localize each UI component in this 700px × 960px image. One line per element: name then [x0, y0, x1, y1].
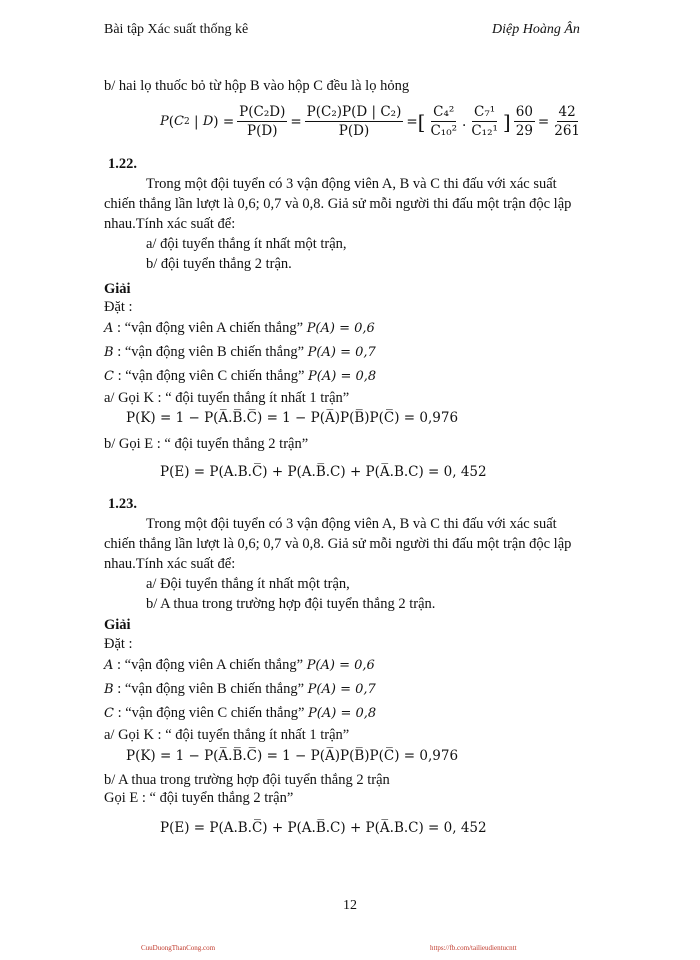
- part-b-define: Gọi E : “ đội tuyển thắng 2 trận”: [104, 790, 294, 806]
- part-b-text: b/ hai lọ thuốc bỏ từ hộp B vào hộp C đều là lọ hỏng: [104, 78, 410, 94]
- event-b: B : “vận động viên B chiến thắng” P(A) = 0,7: [104, 681, 376, 697]
- part-b-label: b/ A thua trong trường hợp đội tuyển thắng 2 trận: [104, 772, 390, 788]
- question-a: a/ Đội tuyển thắng ít nhất một trận,: [146, 576, 350, 592]
- part-a-label: a/ Gọi K : “ đội tuyển thắng ít nhất 1 trận”: [104, 390, 350, 406]
- problem-number: 1.22.: [108, 156, 137, 172]
- formula-a: P(K) = 1 − P(A̅.B̅.C̅) = 1 − P(A̅)P(B̅)P(C̅) = 0,976: [126, 748, 459, 764]
- question-a: a/ đội tuyển thắng ít nhất một trận,: [146, 236, 347, 252]
- question-b: b/ đội tuyển thắng 2 trận.: [146, 256, 292, 272]
- statement-line: Trong một đội tuyển có 3 vận động viên A, B và C thi đấu với xác suất: [146, 516, 557, 532]
- statement-line: chiến thắng lần lượt là 0,6; 0,7 và 0,8. Giả sử mỗi người thi đấu một trận độc lập: [104, 536, 572, 552]
- event-c: C : “vận động viên C chiến thắng” P(A) = 0,8: [104, 705, 377, 721]
- page-number: 12: [343, 898, 357, 913]
- bayes-formula: P ( C 2 | D ) = $\frac{\text{P(C₂D)}}{P(D)}$ = $\frac{\text{P(C₂)P(D | C₂)}}{P(D)}$ = [ $\frac{\text{C₄²}}{\text{C₁₀²}}$ . $\frac{\text{C₇¹}}{\text{C₁₂¹}}$ ] $\frac{60}{29}$ = $\frac{42}{261}$: [160, 104, 581, 140]
- statement-line: nhau.Tính xác suất để:: [104, 216, 236, 232]
- solution-label: Giải: [104, 281, 131, 297]
- define-label: Đặt :: [104, 636, 133, 652]
- statement-line: chiến thắng lần lượt là 0,6; 0,7 và 0,8. Giả sử mỗi người thi đấu một trận độc lập: [104, 196, 572, 212]
- event-a: A : “vận động viên A chiến thắng” P(A) = 0,6: [104, 320, 375, 336]
- solution-label: Giải: [104, 617, 131, 633]
- event-a: A : “vận động viên A chiến thắng” P(A) = 0,6: [104, 657, 375, 673]
- problem-number: 1.23.: [108, 496, 137, 512]
- part-a-label: a/ Gọi K : “ đội tuyển thắng ít nhất 1 trận”: [104, 727, 350, 743]
- header-title: Bài tập Xác suất thống kê: [104, 22, 249, 37]
- statement-line: Trong một đội tuyển có 3 vận động viên A, B và C thi đấu với xác suất: [146, 176, 557, 192]
- statement-line: nhau.Tính xác suất để:: [104, 556, 236, 572]
- part-b-label: b/ Gọi E : “ đội tuyển thắng 2 trận”: [104, 436, 309, 452]
- event-b: B : “vận động viên B chiến thắng” P(A) = 0,7: [104, 344, 376, 360]
- formula-b: P(E) = P(A.B.C̅) + P(A.B̅.C) + P(A̅.B.C) = 0, 452: [160, 464, 487, 480]
- formula-b: P(E) = P(A.B.C̅) + P(A.B̅.C) + P(A̅.B.C) = 0, 452: [160, 820, 487, 836]
- define-label: Đặt :: [104, 299, 133, 315]
- header-author: Diệp Hoàng Ân: [492, 22, 580, 37]
- formula-a: P(K) = 1 − P(A̅.B̅.C̅) = 1 − P(A̅)P(B̅)P(C̅) = 0,976: [126, 410, 459, 426]
- event-c: C : “vận động viên C chiến thắng” P(A) = 0,8: [104, 368, 377, 384]
- footer-right-link[interactable]: https://fb.com/tailieudientucntt: [430, 944, 517, 952]
- footer-left-link[interactable]: CuuDuongThanCong.com: [141, 944, 216, 952]
- question-b: b/ A thua trong trường hợp đội tuyển thắng 2 trận.: [146, 596, 436, 612]
